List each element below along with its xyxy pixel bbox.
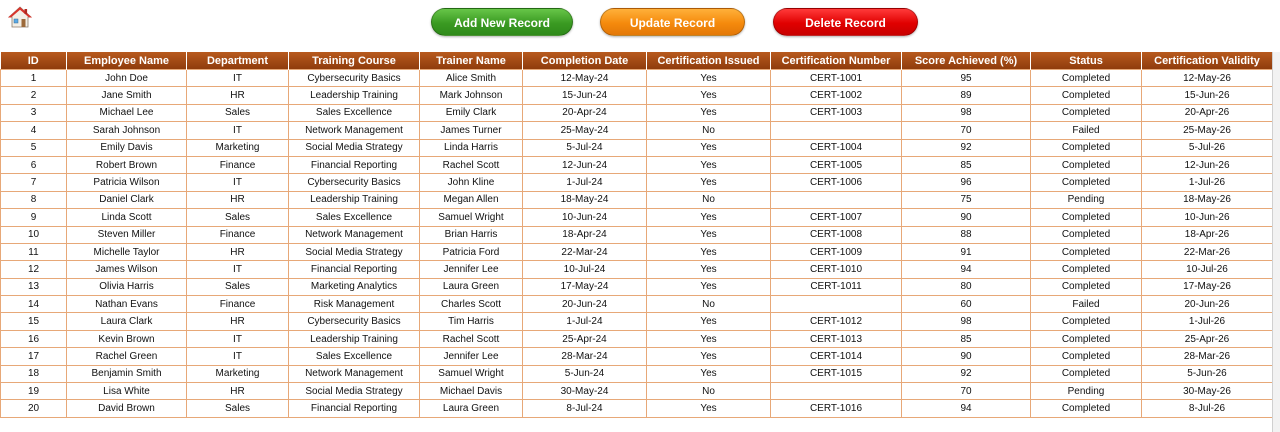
cell-id[interactable]: 9 xyxy=(1,209,67,226)
column-header-certification-number[interactable]: Certification Number xyxy=(771,52,902,70)
cell-status[interactable]: Completed xyxy=(1031,278,1142,295)
cell-certification-validity[interactable]: 1-Jul-26 xyxy=(1142,313,1273,330)
cell-certification-number[interactable]: CERT-1005 xyxy=(771,156,902,173)
cell-id[interactable]: 11 xyxy=(1,243,67,260)
cell-status[interactable]: Completed xyxy=(1031,87,1142,104)
cell-certification-number[interactable]: CERT-1007 xyxy=(771,209,902,226)
table-row[interactable] xyxy=(1,156,1273,173)
cell-status[interactable]: Completed xyxy=(1031,209,1142,226)
cell-certification-validity[interactable]: 12-May-26 xyxy=(1142,70,1273,87)
cell-certification-validity[interactable]: 12-Jun-26 xyxy=(1142,156,1273,173)
cell-certification-number[interactable]: CERT-1004 xyxy=(771,139,902,156)
cell-completion-date[interactable]: 1-Jul-24 xyxy=(523,313,647,330)
cell-id[interactable]: 6 xyxy=(1,156,67,173)
table-row[interactable] xyxy=(1,226,1273,243)
cell-certification-issued[interactable]: Yes xyxy=(647,313,771,330)
cell-certification-number[interactable]: CERT-1003 xyxy=(771,104,902,121)
cell-trainer-name[interactable]: Charles Scott xyxy=(420,296,523,313)
column-header-employee-name[interactable]: Employee Name xyxy=(67,52,187,70)
cell-completion-date[interactable]: 18-Apr-24 xyxy=(523,226,647,243)
cell-certification-validity[interactable]: 5-Jun-26 xyxy=(1142,365,1273,382)
cell-training-course[interactable]: Sales Excellence xyxy=(289,209,420,226)
table-row[interactable] xyxy=(1,191,1273,208)
cell-status[interactable]: Completed xyxy=(1031,174,1142,191)
cell-status[interactable]: Completed xyxy=(1031,104,1142,121)
cell-training-course[interactable]: Social Media Strategy xyxy=(289,139,420,156)
table-row[interactable] xyxy=(1,261,1273,278)
column-header-trainer-name[interactable]: Trainer Name xyxy=(420,52,523,70)
cell-id[interactable]: 2 xyxy=(1,87,67,104)
cell-training-course[interactable]: Leadership Training xyxy=(289,87,420,104)
cell-certification-validity[interactable]: 20-Jun-26 xyxy=(1142,296,1273,313)
cell-trainer-name[interactable]: John Kline xyxy=(420,174,523,191)
cell-id[interactable]: 4 xyxy=(1,122,67,139)
cell-department[interactable]: HR xyxy=(187,313,289,330)
cell-score-achieved[interactable]: 85 xyxy=(902,330,1031,347)
cell-completion-date[interactable]: 17-May-24 xyxy=(523,278,647,295)
cell-certification-issued[interactable]: Yes xyxy=(647,174,771,191)
cell-id[interactable]: 19 xyxy=(1,383,67,400)
cell-status[interactable]: Completed xyxy=(1031,243,1142,260)
cell-training-course[interactable]: Leadership Training xyxy=(289,330,420,347)
cell-id[interactable]: 17 xyxy=(1,348,67,365)
cell-trainer-name[interactable]: Megan Allen xyxy=(420,191,523,208)
cell-score-achieved[interactable]: 96 xyxy=(902,174,1031,191)
cell-employee-name[interactable]: Benjamin Smith xyxy=(67,365,187,382)
cell-training-course[interactable]: Financial Reporting xyxy=(289,400,420,417)
cell-score-achieved[interactable]: 60 xyxy=(902,296,1031,313)
cell-certification-number[interactable]: CERT-1001 xyxy=(771,70,902,87)
cell-status[interactable]: Completed xyxy=(1031,330,1142,347)
cell-certification-validity[interactable]: 5-Jul-26 xyxy=(1142,139,1273,156)
cell-status[interactable]: Completed xyxy=(1031,156,1142,173)
cell-employee-name[interactable]: Laura Clark xyxy=(67,313,187,330)
cell-certification-validity[interactable]: 30-May-26 xyxy=(1142,383,1273,400)
cell-department[interactable]: IT xyxy=(187,348,289,365)
cell-training-course[interactable]: Cybersecurity Basics xyxy=(289,174,420,191)
cell-status[interactable]: Completed xyxy=(1031,365,1142,382)
cell-department[interactable]: Sales xyxy=(187,104,289,121)
cell-trainer-name[interactable]: Brian Harris xyxy=(420,226,523,243)
cell-certification-validity[interactable]: 28-Mar-26 xyxy=(1142,348,1273,365)
update-record-button[interactable]: Update Record xyxy=(600,8,745,36)
cell-training-course[interactable]: Risk Management xyxy=(289,296,420,313)
cell-trainer-name[interactable]: Jennifer Lee xyxy=(420,348,523,365)
cell-employee-name[interactable]: Emily Davis xyxy=(67,139,187,156)
cell-employee-name[interactable]: Kevin Brown xyxy=(67,330,187,347)
cell-department[interactable]: HR xyxy=(187,191,289,208)
records-table-container xyxy=(0,52,1280,432)
table-row[interactable] xyxy=(1,296,1273,313)
cell-trainer-name[interactable]: Linda Harris xyxy=(420,139,523,156)
cell-employee-name[interactable]: John Doe xyxy=(67,70,187,87)
cell-completion-date[interactable]: 28-Mar-24 xyxy=(523,348,647,365)
cell-status[interactable]: Completed xyxy=(1031,226,1142,243)
cell-trainer-name[interactable]: Alice Smith xyxy=(420,70,523,87)
delete-record-button[interactable]: Delete Record xyxy=(773,8,918,36)
cell-certification-issued[interactable]: Yes xyxy=(647,104,771,121)
toolbar xyxy=(0,0,1280,50)
cell-id[interactable]: 14 xyxy=(1,296,67,313)
add-new-record-button[interactable]: Add New Record xyxy=(431,8,573,36)
cell-department[interactable]: Finance xyxy=(187,296,289,313)
table-row[interactable] xyxy=(1,400,1273,417)
table-row[interactable] xyxy=(1,104,1273,121)
cell-certification-validity[interactable]: 15-Jun-26 xyxy=(1142,87,1273,104)
cell-department[interactable]: Sales xyxy=(187,278,289,295)
column-header-score-achieved[interactable]: Score Achieved (%) xyxy=(902,52,1031,70)
cell-id[interactable]: 7 xyxy=(1,174,67,191)
cell-certification-number[interactable]: CERT-1014 xyxy=(771,348,902,365)
cell-department[interactable]: HR xyxy=(187,383,289,400)
cell-completion-date[interactable]: 15-Jun-24 xyxy=(523,87,647,104)
cell-status[interactable]: Completed xyxy=(1031,348,1142,365)
cell-score-achieved[interactable]: 92 xyxy=(902,139,1031,156)
cell-employee-name[interactable]: Daniel Clark xyxy=(67,191,187,208)
cell-training-course[interactable]: Leadership Training xyxy=(289,191,420,208)
cell-training-course[interactable]: Cybersecurity Basics xyxy=(289,313,420,330)
cell-score-achieved[interactable]: 89 xyxy=(902,87,1031,104)
cell-employee-name[interactable]: Jane Smith xyxy=(67,87,187,104)
cell-certification-number[interactable]: CERT-1013 xyxy=(771,330,902,347)
cell-id[interactable]: 8 xyxy=(1,191,67,208)
table-row[interactable] xyxy=(1,383,1273,400)
cell-certification-number[interactable]: CERT-1015 xyxy=(771,365,902,382)
table-header-row xyxy=(1,52,1273,70)
cell-completion-date[interactable]: 5-Jun-24 xyxy=(523,365,647,382)
cell-id[interactable]: 1 xyxy=(1,70,67,87)
cell-id[interactable]: 18 xyxy=(1,365,67,382)
cell-status[interactable]: Failed xyxy=(1031,296,1142,313)
cell-score-achieved[interactable]: 91 xyxy=(902,243,1031,260)
table-row[interactable] xyxy=(1,365,1273,382)
column-header-status[interactable]: Status xyxy=(1031,52,1142,70)
table-row[interactable] xyxy=(1,313,1273,330)
cell-status[interactable]: Completed xyxy=(1031,313,1142,330)
cell-certification-number[interactable] xyxy=(771,296,902,313)
cell-completion-date[interactable]: 12-May-24 xyxy=(523,70,647,87)
cell-certification-number[interactable]: CERT-1008 xyxy=(771,226,902,243)
cell-training-course[interactable]: Sales Excellence xyxy=(289,104,420,121)
column-header-training-course[interactable]: Training Course xyxy=(289,52,420,70)
cell-employee-name[interactable]: Linda Scott xyxy=(67,209,187,226)
cell-trainer-name[interactable]: Mark Johnson xyxy=(420,87,523,104)
cell-department[interactable]: IT xyxy=(187,330,289,347)
cell-certification-number[interactable]: CERT-1016 xyxy=(771,400,902,417)
cell-completion-date[interactable]: 18-May-24 xyxy=(523,191,647,208)
cell-completion-date[interactable]: 12-Jun-24 xyxy=(523,156,647,173)
cell-score-achieved[interactable]: 70 xyxy=(902,383,1031,400)
cell-training-course[interactable]: Network Management xyxy=(289,365,420,382)
table-row[interactable] xyxy=(1,348,1273,365)
table-row[interactable] xyxy=(1,174,1273,191)
table-row[interactable] xyxy=(1,122,1273,139)
cell-completion-date[interactable]: 8-Jul-24 xyxy=(523,400,647,417)
table-row[interactable] xyxy=(1,87,1273,104)
cell-id[interactable]: 13 xyxy=(1,278,67,295)
cell-certification-issued[interactable]: Yes xyxy=(647,226,771,243)
cell-trainer-name[interactable]: Patricia Ford xyxy=(420,243,523,260)
cell-certification-validity[interactable]: 17-May-26 xyxy=(1142,278,1273,295)
cell-trainer-name[interactable]: James Turner xyxy=(420,122,523,139)
cell-certification-issued[interactable]: Yes xyxy=(647,330,771,347)
cell-trainer-name[interactable]: Laura Green xyxy=(420,400,523,417)
cell-department[interactable]: IT xyxy=(187,261,289,278)
cell-certification-validity[interactable]: 20-Apr-26 xyxy=(1142,104,1273,121)
cell-department[interactable]: Sales xyxy=(187,209,289,226)
cell-score-achieved[interactable]: 90 xyxy=(902,209,1031,226)
cell-certification-validity[interactable]: 25-May-26 xyxy=(1142,122,1273,139)
cell-employee-name[interactable]: Steven Miller xyxy=(67,226,187,243)
cell-certification-issued[interactable]: No xyxy=(647,296,771,313)
cell-certification-issued[interactable]: Yes xyxy=(647,261,771,278)
cell-certification-issued[interactable]: Yes xyxy=(647,278,771,295)
cell-certification-validity[interactable]: 18-May-26 xyxy=(1142,191,1273,208)
column-header-certification-validity[interactable]: Certification Validity xyxy=(1142,52,1273,70)
table-row[interactable] xyxy=(1,139,1273,156)
table-row[interactable] xyxy=(1,330,1273,347)
cell-status[interactable]: Completed xyxy=(1031,400,1142,417)
cell-certification-issued[interactable]: No xyxy=(647,383,771,400)
cell-trainer-name[interactable]: Rachel Scott xyxy=(420,156,523,173)
column-header-certification-issued[interactable]: Certification Issued xyxy=(647,52,771,70)
cell-certification-validity[interactable]: 10-Jul-26 xyxy=(1142,261,1273,278)
cell-employee-name[interactable]: Lisa White xyxy=(67,383,187,400)
cell-id[interactable]: 16 xyxy=(1,330,67,347)
cell-score-achieved[interactable]: 98 xyxy=(902,313,1031,330)
cell-certification-number[interactable] xyxy=(771,122,902,139)
cell-completion-date[interactable]: 25-May-24 xyxy=(523,122,647,139)
cell-completion-date[interactable]: 5-Jul-24 xyxy=(523,139,647,156)
cell-training-course[interactable]: Network Management xyxy=(289,226,420,243)
cell-employee-name[interactable]: Nathan Evans xyxy=(67,296,187,313)
cell-score-achieved[interactable]: 95 xyxy=(902,70,1031,87)
cell-training-course[interactable]: Social Media Strategy xyxy=(289,383,420,400)
cell-status[interactable]: Completed xyxy=(1031,139,1142,156)
cell-id[interactable]: 3 xyxy=(1,104,67,121)
column-header-id[interactable]: ID xyxy=(1,52,67,70)
cell-employee-name[interactable]: Robert Brown xyxy=(67,156,187,173)
cell-department[interactable]: Sales xyxy=(187,400,289,417)
cell-certification-issued[interactable]: Yes xyxy=(647,365,771,382)
column-header-completion-date[interactable]: Completion Date xyxy=(523,52,647,70)
column-header-department[interactable]: Department xyxy=(187,52,289,70)
cell-employee-name[interactable]: Patricia Wilson xyxy=(67,174,187,191)
cell-score-achieved[interactable]: 92 xyxy=(902,365,1031,382)
cell-certification-validity[interactable]: 18-Apr-26 xyxy=(1142,226,1273,243)
cell-certification-issued[interactable]: Yes xyxy=(647,243,771,260)
cell-trainer-name[interactable]: Jennifer Lee xyxy=(420,261,523,278)
cell-employee-name[interactable]: David Brown xyxy=(67,400,187,417)
cell-employee-name[interactable]: Olivia Harris xyxy=(67,278,187,295)
cell-certification-number[interactable]: CERT-1010 xyxy=(771,261,902,278)
cell-trainer-name[interactable]: Tim Harris xyxy=(420,313,523,330)
cell-score-achieved[interactable]: 94 xyxy=(902,261,1031,278)
cell-training-course[interactable]: Cybersecurity Basics xyxy=(289,70,420,87)
cell-training-course[interactable]: Social Media Strategy xyxy=(289,243,420,260)
cell-score-achieved[interactable]: 75 xyxy=(902,191,1031,208)
cell-employee-name[interactable]: Sarah Johnson xyxy=(67,122,187,139)
cell-certification-validity[interactable]: 1-Jul-26 xyxy=(1142,174,1273,191)
cell-employee-name[interactable]: Michael Lee xyxy=(67,104,187,121)
home-icon[interactable] xyxy=(8,6,32,28)
cell-trainer-name[interactable]: Samuel Wright xyxy=(420,365,523,382)
cell-trainer-name[interactable]: Samuel Wright xyxy=(420,209,523,226)
cell-completion-date[interactable]: 30-May-24 xyxy=(523,383,647,400)
cell-score-achieved[interactable]: 98 xyxy=(902,104,1031,121)
table-body xyxy=(1,70,1273,418)
cell-status[interactable]: Pending xyxy=(1031,191,1142,208)
cell-department[interactable]: Marketing xyxy=(187,365,289,382)
cell-score-achieved[interactable]: 94 xyxy=(902,400,1031,417)
cell-id[interactable]: 5 xyxy=(1,139,67,156)
cell-completion-date[interactable]: 1-Jul-24 xyxy=(523,174,647,191)
cell-certification-issued[interactable]: Yes xyxy=(647,87,771,104)
cell-certification-number[interactable] xyxy=(771,191,902,208)
cell-certification-issued[interactable]: Yes xyxy=(647,156,771,173)
cell-certification-issued[interactable]: No xyxy=(647,122,771,139)
cell-certification-issued[interactable]: No xyxy=(647,191,771,208)
cell-certification-issued[interactable]: Yes xyxy=(647,139,771,156)
cell-completion-date[interactable]: 10-Jun-24 xyxy=(523,209,647,226)
cell-completion-date[interactable]: 22-Mar-24 xyxy=(523,243,647,260)
cell-certification-number[interactable]: CERT-1002 xyxy=(771,87,902,104)
table-row[interactable] xyxy=(1,209,1273,226)
cell-trainer-name[interactable]: Emily Clark xyxy=(420,104,523,121)
cell-department[interactable]: HR xyxy=(187,243,289,260)
cell-status[interactable]: Completed xyxy=(1031,70,1142,87)
cell-id[interactable]: 20 xyxy=(1,400,67,417)
cell-score-achieved[interactable]: 90 xyxy=(902,348,1031,365)
cell-training-course[interactable]: Network Management xyxy=(289,122,420,139)
table-row[interactable] xyxy=(1,278,1273,295)
cell-certification-number[interactable]: CERT-1009 xyxy=(771,243,902,260)
cell-employee-name[interactable]: Rachel Green xyxy=(67,348,187,365)
cell-department[interactable]: Finance xyxy=(187,156,289,173)
table-row[interactable] xyxy=(1,70,1273,87)
cell-certification-issued[interactable]: Yes xyxy=(647,400,771,417)
cell-training-course[interactable]: Financial Reporting xyxy=(289,261,420,278)
cell-completion-date[interactable]: 20-Apr-24 xyxy=(523,104,647,121)
table-row[interactable] xyxy=(1,243,1273,260)
cell-department[interactable]: IT xyxy=(187,122,289,139)
cell-score-achieved[interactable]: 85 xyxy=(902,156,1031,173)
cell-department[interactable]: Finance xyxy=(187,226,289,243)
cell-department[interactable]: IT xyxy=(187,174,289,191)
cell-department[interactable]: Marketing xyxy=(187,139,289,156)
cell-certification-number[interactable]: CERT-1006 xyxy=(771,174,902,191)
cell-status[interactable]: Completed xyxy=(1031,261,1142,278)
cell-department[interactable]: IT xyxy=(187,70,289,87)
cell-id[interactable]: 15 xyxy=(1,313,67,330)
cell-certification-number[interactable]: CERT-1012 xyxy=(771,313,902,330)
cell-score-achieved[interactable]: 88 xyxy=(902,226,1031,243)
cell-score-achieved[interactable]: 70 xyxy=(902,122,1031,139)
cell-status[interactable]: Failed xyxy=(1031,122,1142,139)
cell-trainer-name[interactable]: Michael Davis xyxy=(420,383,523,400)
cell-id[interactable]: 12 xyxy=(1,261,67,278)
cell-completion-date[interactable]: 20-Jun-24 xyxy=(523,296,647,313)
cell-completion-date[interactable]: 25-Apr-24 xyxy=(523,330,647,347)
cell-certification-number[interactable]: CERT-1011 xyxy=(771,278,902,295)
cell-training-course[interactable]: Financial Reporting xyxy=(289,156,420,173)
cell-id[interactable]: 10 xyxy=(1,226,67,243)
cell-department[interactable]: HR xyxy=(187,87,289,104)
cell-certification-number[interactable] xyxy=(771,383,902,400)
cell-training-course[interactable]: Marketing Analytics xyxy=(289,278,420,295)
cell-certification-validity[interactable]: 8-Jul-26 xyxy=(1142,400,1273,417)
cell-certification-validity[interactable]: 10-Jun-26 xyxy=(1142,209,1273,226)
cell-certification-issued[interactable]: Yes xyxy=(647,70,771,87)
cell-employee-name[interactable]: James Wilson xyxy=(67,261,187,278)
cell-status[interactable]: Pending xyxy=(1031,383,1142,400)
cell-completion-date[interactable]: 10-Jul-24 xyxy=(523,261,647,278)
cell-certification-validity[interactable]: 25-Apr-26 xyxy=(1142,330,1273,347)
cell-certification-issued[interactable]: Yes xyxy=(647,209,771,226)
cell-certification-issued[interactable]: Yes xyxy=(647,348,771,365)
records-table xyxy=(0,52,1273,418)
cell-employee-name[interactable]: Michelle Taylor xyxy=(67,243,187,260)
sheet-edge xyxy=(1272,52,1280,432)
cell-trainer-name[interactable]: Rachel Scott xyxy=(420,330,523,347)
cell-trainer-name[interactable]: Laura Green xyxy=(420,278,523,295)
cell-certification-validity[interactable]: 22-Mar-26 xyxy=(1142,243,1273,260)
cell-score-achieved[interactable]: 80 xyxy=(902,278,1031,295)
cell-training-course[interactable]: Sales Excellence xyxy=(289,348,420,365)
